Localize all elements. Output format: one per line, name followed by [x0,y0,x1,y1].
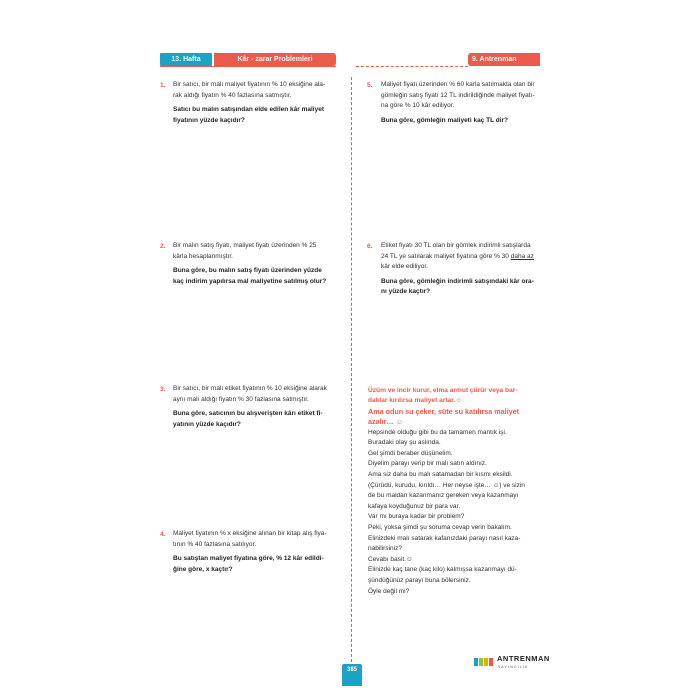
question-3-prompt [173,409,348,430]
question-3-prompt-line: Buna göre, satıcının bu alışverişten kârı etiket fi- [173,410,323,418]
question-1-number: 1. [160,82,166,89]
question-4-text-line: tının % 40 fazlasına satılıyor. [173,540,257,548]
question-4-prompt-line: Bu satıştan maliyet fiyatına göre, % 12 kâr edildi- [173,555,324,563]
header-dashed-rule [356,66,468,67]
question-2-number: 2. [160,243,166,250]
note-block [368,386,558,597]
note-line: şündüğünüz parayı buna bölersiniz. [368,576,471,584]
question-6-number: 6. [367,243,373,250]
note-body [368,428,558,598]
question-5-text-line: Maliyet fiyatı üzerinden % 60 karla satılmakta olan bir [381,81,535,88]
page-number: 385 [342,664,362,686]
question-4-prompt-line: ğine göre, x kaçtır? [173,565,233,573]
question-6-prompt-line: Buna göre, gömleğin indirimli satışındaki kâr ora- [381,277,534,285]
question-3-text-line: Bir satıcı, bir malı etiket fiyatının % 10 eksiğine alarak [173,385,327,392]
note-line: kafaya koyduğunuz bir para var. [368,502,461,510]
question-2-prompt-line: Buna göre, bu malın satış fiyatı üzerinden yüzde [173,267,322,275]
note-line: Diyelim parayı verip bir malı satın aldınız. [368,460,487,468]
publisher-logo-text: ANTRENMAN [497,654,550,663]
note-line: Elinizde kaç tane (kaç kilo) kalmışsa kazanmayı dü- [368,566,517,574]
question-3 [173,384,348,430]
question-1-prompt [173,105,348,126]
note-title [368,386,558,428]
question-3-prompt-line: yatının yüzde kaçıdır? [173,420,241,428]
question-2-prompt [173,266,348,287]
note-line: Öyle değil mi? [368,587,410,595]
question-6-text-line [381,252,556,263]
question-2-text-line: kârla hesaplanmıştır. [173,252,233,260]
note-line: Gel şimdi beraber düşünelim. [368,449,453,457]
question-6-prompt-line: nı yüzde kaçtır? [381,288,431,296]
question-2-prompt-line: kaç indirim yapılırsa mal maliyetine satılmış olur? [173,277,327,285]
note-title-line: Üzüm ve incir kurur, elma armut çürür veya bar- [368,387,518,394]
training-tag: 9. Antrenman [468,53,540,66]
question-6-text-line: Etiket fiyatı 30 TL olan bir gömlek indirimli satışlarda [381,242,531,249]
note-title-line: azalır… ☺ [368,417,403,427]
header-rule [160,66,336,67]
question-1-prompt-line: fiyatının yüzde kaçıdır? [173,116,245,124]
question-4 [173,529,348,575]
question-1-text-line: Bir satıcı, bir malı maliyet fiyatının % 10 eksiğine ala- [173,81,326,88]
question-5-number: 5. [367,82,373,89]
question-5-text-line: na göre % 10 kâr ediliyor. [381,102,455,110]
question-1 [173,80,348,126]
question-4-number: 4. [160,531,166,538]
question-4-text-line: Maliyet fiyatının % x eksiğine alınan bir kitap alış fiya- [173,530,327,537]
column-divider [351,77,352,667]
publisher-logo-subtext: YAYINCILIK [498,665,529,669]
note-line: nabilirsiniz? [368,545,402,553]
note-title-line: daklar kırılırsa maliyet artar.☺ [368,397,462,405]
note-line: (Çürüdü, kurudu, kırıldı… Her neyse işte… ☺) ve sizin [368,481,525,489]
question-5-text-line: gömleğin satış fiyatı 12 TL indirildiğinde maliyet fiyatı- [381,91,535,99]
note-line: Peki, yoksa şimdi şu soruma cevap verin bakalım. [368,523,512,531]
question-6-prompt [381,277,556,298]
topic-tag: Kâr - zarar Problemleri [214,53,336,66]
note-line: Ama siz daha bu malı satamadan bir kısmı eksildi. [368,471,513,478]
question-1-prompt-line: Satıcı bu malın satışından elde edilen kâr maliyet [173,106,324,114]
note-line: Elinizdeki malı satarak kafanızdaki parayı nasıl kaza- [368,534,521,542]
note-line: Var mı buraya kadar bir problem? [368,513,465,521]
note-title-line: Ama odun su çeker, süte su katılırsa maliyet [368,406,519,416]
question-4-prompt [173,554,348,575]
publisher-logo-icon [474,655,496,669]
question-1-text-line: rak aldığı fiyatın % 40 fazlasına satmıştır. [173,91,292,99]
question-6 [381,241,556,298]
question-3-text-line: aynı malı aldığı fiyatın % 30 fazlasına satmıştır. [173,395,309,403]
week-tag: 13. Hafta [160,53,212,66]
note-line: de bu maldan kazanmanız gereken veya kazanmayı [368,492,519,500]
question-6-text-segment: 24 TL ye satılarak maliyet fiyatına göre % 30 [381,252,511,260]
question-5 [381,80,556,126]
question-3-number: 3. [160,386,166,393]
question-2 [173,241,348,287]
question-6-text-line: kâr elde ediliyor. [381,263,428,271]
note-line: Cevabı basit.☺ [368,555,413,563]
question-2-text-line: Bir malın satış fiyatı, maliyet fiyatı üzerinden % 25 [173,242,317,249]
note-line: Hepsinde olduğu gibi bu da tamamen mantık işi. [368,428,507,436]
question-5-prompt: Buna göre, gömleğin maliyeti kaç TL dir? [381,116,509,124]
question-6-underlined-phrase: daha az [510,252,534,260]
note-line: Buradaki olay şu aslında. [368,439,441,447]
